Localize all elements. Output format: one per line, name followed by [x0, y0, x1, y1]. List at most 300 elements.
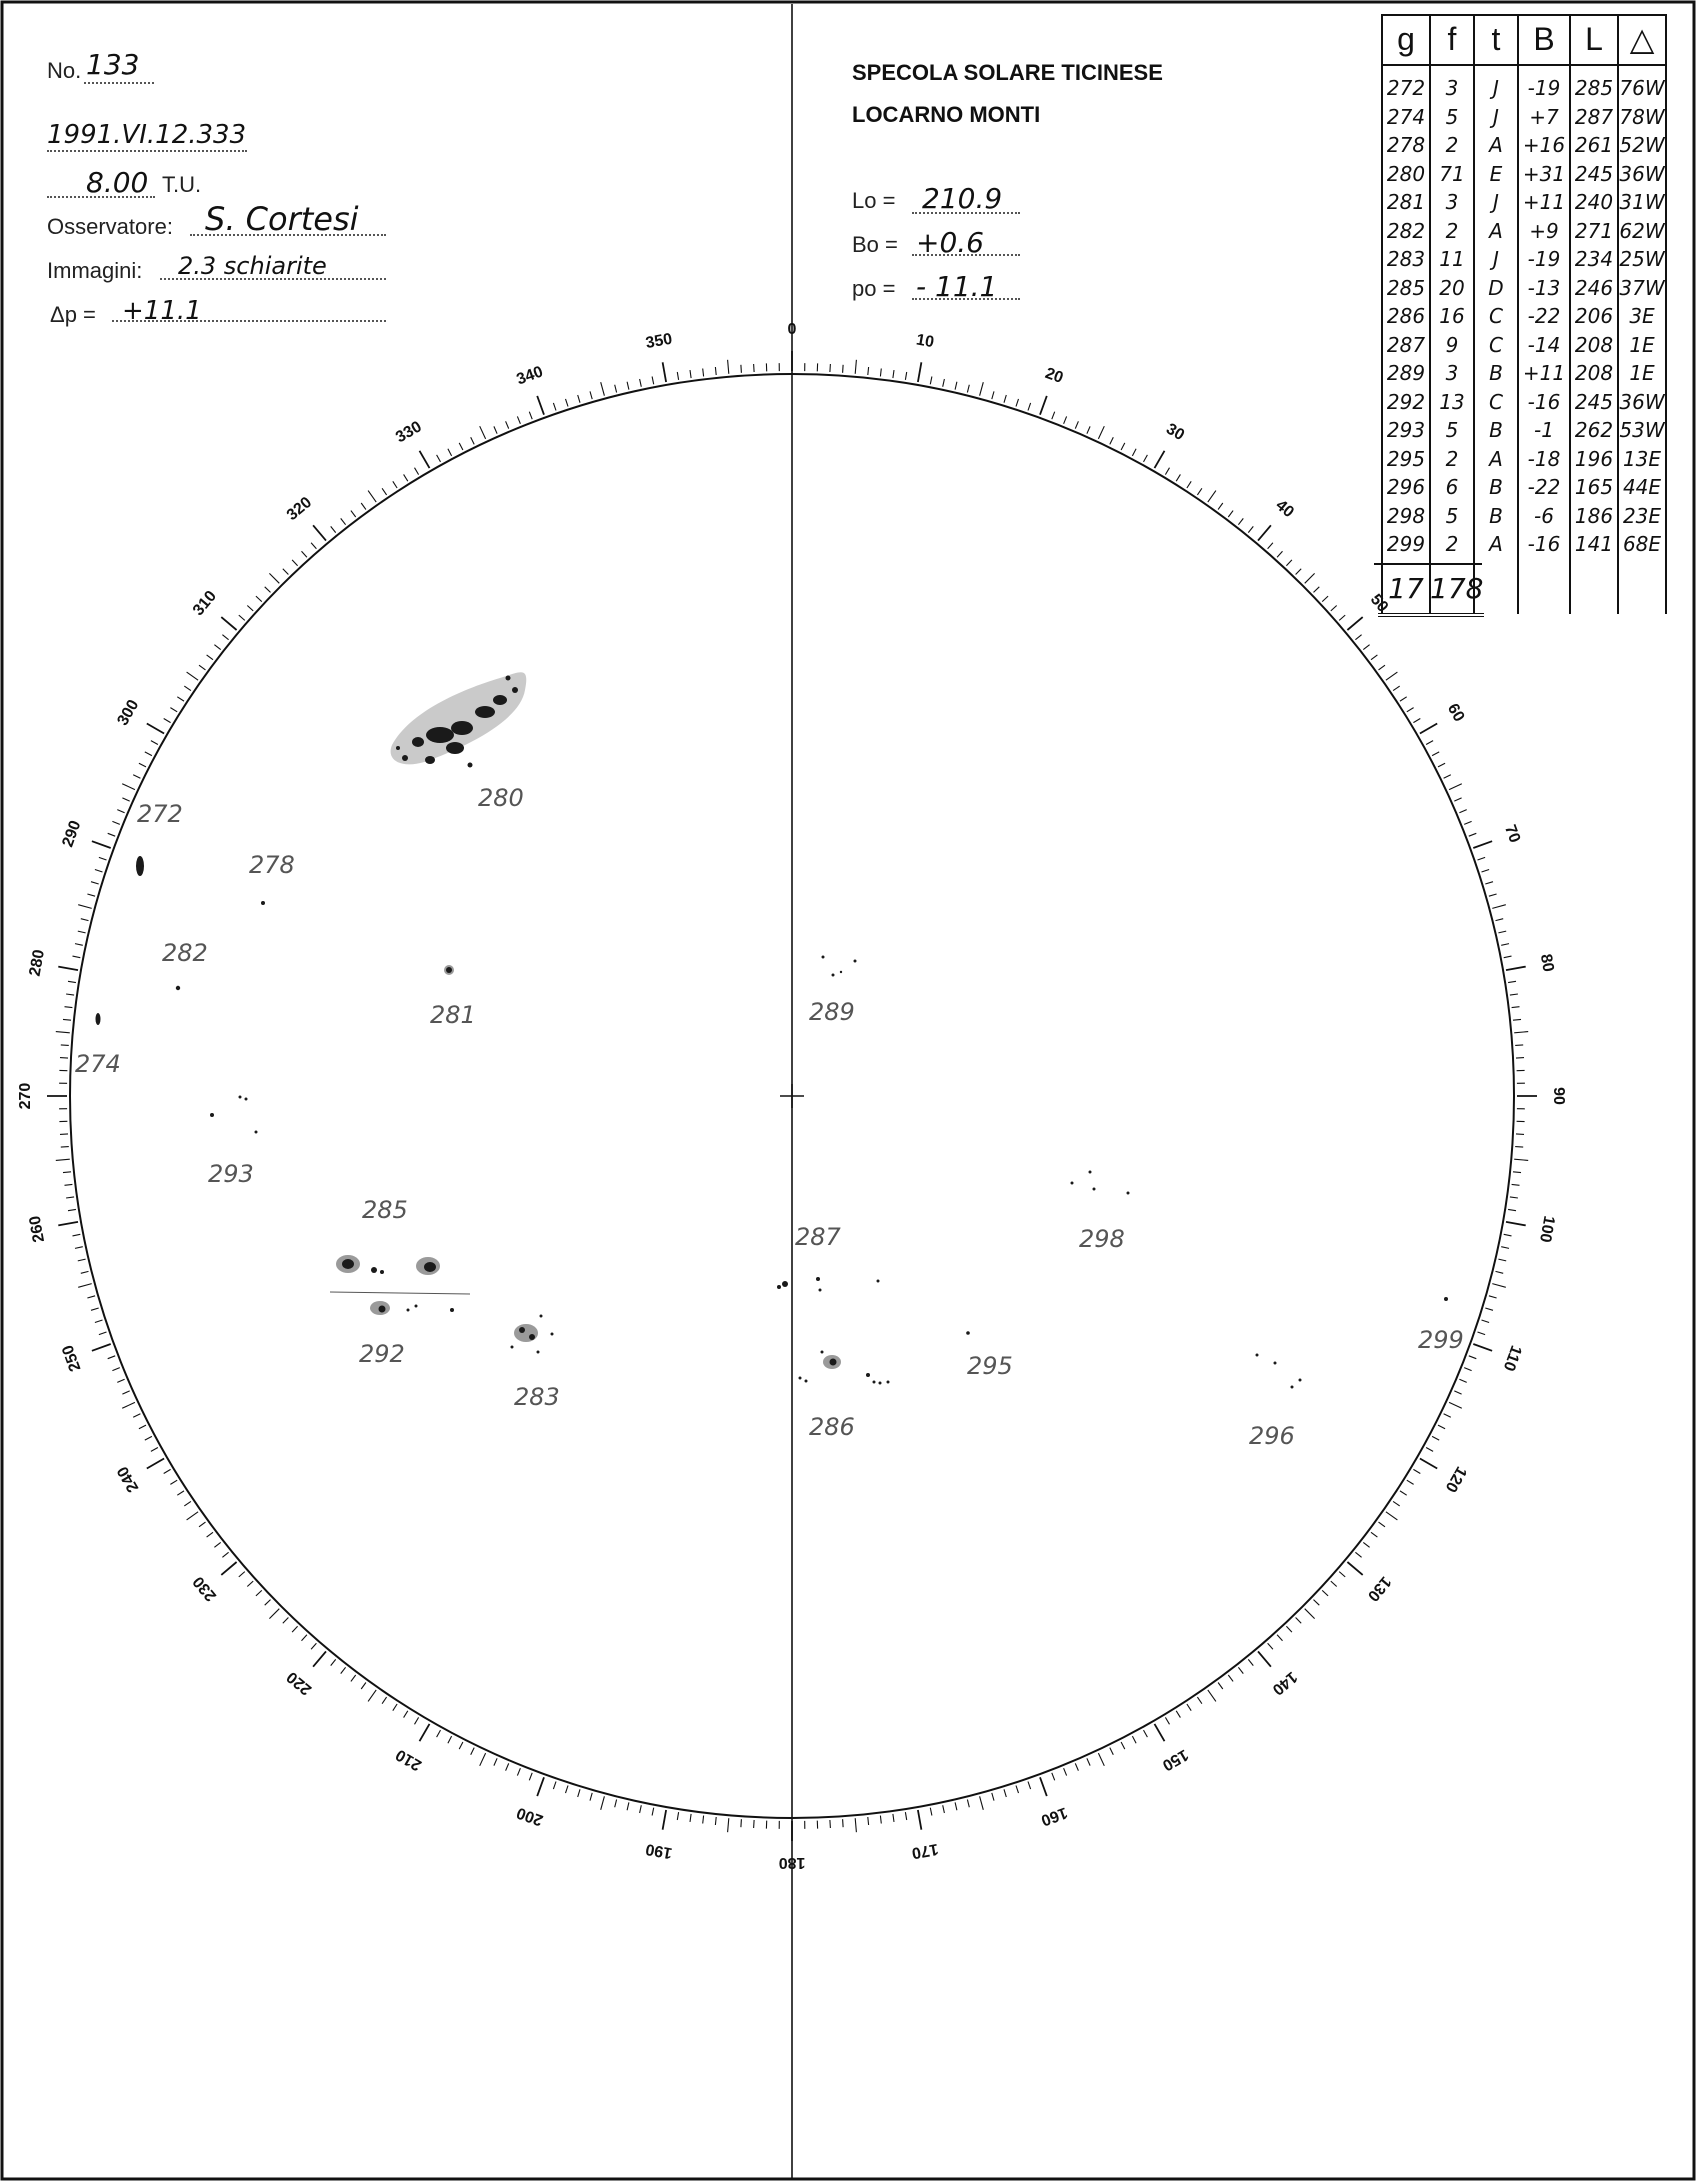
scale-tick	[1268, 543, 1273, 549]
group-label-281: 281	[430, 1001, 476, 1029]
scale-tick	[1444, 775, 1451, 779]
images-value: 2.3 schiarite	[178, 252, 327, 280]
table-cell: 298	[1386, 503, 1426, 528]
scale-tick	[855, 1818, 856, 1832]
group-label-289: 289	[809, 998, 855, 1026]
scale-tick	[830, 364, 831, 372]
scale-tick	[1386, 672, 1398, 680]
group-label-292: 292	[359, 1340, 405, 1368]
scale-tick	[292, 560, 298, 566]
scale-tick	[703, 369, 704, 377]
scale-tick	[56, 1032, 70, 1033]
table-header-rule	[1381, 64, 1667, 66]
scale-tick	[1363, 645, 1369, 650]
observer-value: S. Cortesi	[205, 200, 359, 238]
sunspot-group-289-drawing	[822, 956, 857, 977]
table-cell: 37W	[1619, 275, 1665, 300]
scale-label: 290	[59, 818, 85, 850]
scale-tick	[754, 1820, 755, 1828]
scale-tick	[331, 1659, 336, 1665]
table-cell: 11	[1439, 247, 1465, 271]
scale-label: 30	[1163, 420, 1188, 445]
sunspot-group-278-drawing	[261, 901, 265, 905]
scale-tick	[1322, 596, 1328, 602]
scale-tick	[1087, 1758, 1090, 1765]
group-label-286: 286	[809, 1413, 855, 1441]
time-value: 8.00	[86, 166, 149, 199]
time-underline	[47, 196, 155, 198]
table-cell: A	[1489, 133, 1503, 157]
group-label-287: 287	[795, 1223, 841, 1251]
scale-tick	[677, 1812, 678, 1820]
scale-tick	[893, 370, 894, 378]
scale-tick	[1498, 1259, 1506, 1261]
scale-tick	[1347, 1562, 1362, 1575]
table-cell: +7	[1529, 104, 1559, 129]
table-cell: 271	[1574, 218, 1614, 243]
scale-tick	[139, 763, 146, 767]
scale-tick	[480, 426, 486, 439]
group-label-296: 296	[1249, 1422, 1295, 1450]
table-cell: 13	[1439, 389, 1465, 414]
scale-tick	[905, 372, 906, 380]
scale-tick	[91, 882, 99, 884]
scale-label: 180	[778, 1853, 806, 1871]
scale-tick	[1052, 412, 1055, 420]
scale-tick	[151, 1448, 158, 1452]
scale-tick	[1155, 451, 1165, 468]
scale-tick	[1144, 455, 1148, 462]
scale-tick	[1363, 1542, 1369, 1547]
sunspot-group-272-drawing	[136, 856, 144, 876]
scale-tick	[382, 1697, 387, 1704]
scale-tick	[1498, 931, 1506, 933]
scale-tick	[1075, 1763, 1078, 1770]
scale-tick	[1028, 1782, 1031, 1790]
scale-tick	[459, 443, 463, 450]
scale-tick	[1496, 1271, 1504, 1273]
scale-tick	[1064, 416, 1067, 423]
table-cell: 287	[1574, 104, 1614, 129]
table-cell: 36W	[1619, 389, 1665, 414]
table-header-cell: B	[1533, 21, 1555, 57]
table-cell: -19	[1527, 247, 1561, 271]
scale-tick	[1098, 1753, 1104, 1766]
scale-label: 0	[787, 321, 797, 339]
scale-label: 110	[1499, 1343, 1525, 1374]
table-cell: 299	[1386, 532, 1426, 556]
table-total-cell: 17	[1388, 571, 1424, 605]
table-cell: 62W	[1619, 218, 1665, 243]
scale-tick	[1176, 474, 1180, 481]
scale-tick	[880, 369, 881, 377]
scale-tick	[1413, 719, 1420, 723]
table-cell: 286	[1386, 304, 1426, 328]
table-cell: 76W	[1619, 76, 1665, 100]
scale-tick	[81, 919, 89, 921]
scale-tick	[943, 1805, 945, 1813]
scale-tick	[177, 1491, 184, 1495]
scale-label: 260	[26, 1214, 49, 1244]
table-cell: 23E	[1622, 503, 1662, 528]
scale-tick	[1492, 1284, 1506, 1288]
scale-tick	[437, 455, 441, 462]
scale-tick	[207, 655, 213, 660]
scale-tick	[68, 1209, 76, 1210]
table-cell: 261	[1574, 133, 1614, 157]
scale-tick	[404, 1711, 408, 1718]
table-cell: J	[1493, 247, 1499, 271]
scale-tick	[1064, 1768, 1067, 1775]
scale-tick	[754, 364, 755, 372]
table-header-cell: L	[1585, 21, 1603, 57]
scale-tick	[1432, 1436, 1439, 1440]
scale-tick	[1393, 686, 1400, 691]
scale-tick	[112, 821, 119, 824]
scale-tick	[368, 1690, 376, 1702]
scale-tick	[1504, 1234, 1512, 1236]
scale-tick	[1286, 1626, 1292, 1632]
scale-tick	[1459, 810, 1466, 813]
scale-tick	[1098, 426, 1104, 439]
scale-tick	[222, 635, 228, 640]
scale-tick	[1514, 1032, 1528, 1033]
scale-tick	[690, 1814, 691, 1822]
scale-tick	[1506, 967, 1526, 971]
scale-label: 270	[17, 1082, 35, 1110]
scale-tick	[269, 573, 279, 583]
table-cell: 3E	[1629, 304, 1655, 328]
scale-label: 10	[914, 331, 936, 352]
scale-tick	[112, 1368, 119, 1371]
sunspot-group-274-drawing	[96, 1013, 101, 1025]
scale-tick	[930, 377, 932, 385]
scale-label: 90	[1549, 1087, 1567, 1105]
table-header-cell: f	[1447, 21, 1457, 57]
scale-tick	[1228, 511, 1233, 517]
table-cell: 71	[1439, 161, 1465, 186]
scale-tick	[1144, 1730, 1148, 1737]
scale-tick	[1016, 1786, 1019, 1794]
table-cell: +9	[1529, 218, 1559, 243]
scale-tick	[78, 1259, 86, 1261]
scale-tick	[1322, 1590, 1328, 1596]
observer-label: Osservatore:	[47, 214, 173, 239]
table-cell: 1E	[1629, 361, 1655, 385]
scale-tick	[147, 1459, 164, 1469]
table-cell: -13	[1527, 275, 1561, 300]
scale-label: 40	[1272, 496, 1297, 522]
scale-tick	[73, 1234, 81, 1236]
table-cell: 245	[1574, 389, 1614, 414]
scale-tick	[1355, 1552, 1361, 1557]
scale-tick	[652, 377, 654, 385]
scale-label: 150	[1159, 1745, 1191, 1774]
scale-tick	[1331, 606, 1337, 611]
scale-tick	[1393, 1501, 1400, 1506]
scale-tick	[56, 1159, 70, 1160]
scale-tick	[1132, 1736, 1136, 1743]
group-label-283: 283	[514, 1383, 560, 1411]
scale-tick	[170, 708, 177, 712]
scale-tick	[967, 385, 969, 393]
scale-tick	[1512, 1184, 1520, 1185]
scale-tick	[139, 1425, 146, 1429]
table-cell: C	[1489, 332, 1503, 357]
scale-tick	[955, 382, 957, 390]
scale-tick	[1489, 894, 1497, 896]
number-value: 133	[86, 48, 140, 81]
table-cell: 292	[1386, 389, 1426, 414]
table-cell: 281	[1386, 190, 1426, 214]
table-cell: 283	[1386, 247, 1426, 271]
table-cell: 208	[1574, 361, 1614, 385]
table-cell: 16	[1439, 304, 1465, 328]
table-cell: 262	[1574, 418, 1614, 442]
observatory-name: SPECOLA SOLARE TICINESE	[852, 60, 1163, 85]
table-cell: -19	[1527, 76, 1561, 100]
date-value: 1991.VI.12.333	[47, 120, 247, 150]
table-cell: C	[1489, 389, 1503, 414]
scale-tick	[78, 905, 92, 909]
scale-tick	[313, 525, 326, 540]
scale-tick	[247, 1581, 253, 1586]
scale-tick	[1508, 981, 1516, 982]
scale-tick	[1286, 560, 1292, 566]
scale-tick	[292, 1626, 298, 1632]
table-cell: 68E	[1622, 532, 1662, 556]
table-cell: 3	[1445, 190, 1459, 214]
scale-tick	[1238, 1667, 1243, 1673]
scale-label: 220	[283, 1667, 316, 1699]
table-cell: 5	[1445, 104, 1459, 129]
scale-tick	[578, 1789, 580, 1797]
scale-tick	[99, 1332, 107, 1335]
scale-tick	[1492, 905, 1506, 909]
scale-tick	[459, 1742, 463, 1749]
scale-tick	[1508, 1209, 1516, 1210]
scale-tick	[1512, 1007, 1520, 1008]
scale-tick	[133, 1414, 140, 1418]
scale-tick	[1197, 1697, 1202, 1704]
scale-tick	[311, 1643, 316, 1649]
delta-p-label: Δp =	[50, 302, 96, 327]
scale-tick	[184, 686, 191, 691]
table-cell: 206	[1574, 304, 1614, 328]
table-cell: 6	[1445, 475, 1459, 499]
table-cell: A	[1489, 532, 1503, 556]
scale-tick	[1248, 526, 1253, 532]
group-label-295: 295	[967, 1352, 1013, 1380]
group-label-299: 299	[1418, 1326, 1464, 1354]
scale-tick	[437, 1730, 441, 1737]
scale-tick	[1496, 919, 1504, 921]
scale-tick	[99, 857, 107, 860]
scale-tick	[843, 1819, 844, 1827]
table-cell: J	[1493, 104, 1499, 129]
scale-tick	[1208, 491, 1216, 503]
table-cell: 25W	[1619, 247, 1665, 271]
scale-tick	[930, 1808, 932, 1816]
scale-tick	[980, 382, 984, 396]
scale-tick	[1449, 784, 1462, 790]
scale-tick	[1513, 1172, 1521, 1173]
l0-label: Lo =	[852, 188, 896, 213]
scale-tick	[506, 1763, 509, 1770]
scale-tick	[1277, 551, 1282, 557]
scale-label: 230	[189, 1572, 221, 1605]
scale-tick	[1314, 587, 1320, 593]
scale-tick	[393, 1704, 397, 1711]
scale-tick	[1449, 1402, 1462, 1408]
scale-tick	[1515, 1147, 1523, 1148]
scale-tick	[1355, 635, 1361, 640]
scale-tick	[133, 775, 140, 779]
scale-tick	[1464, 821, 1471, 824]
scale-tick	[1268, 1643, 1273, 1649]
number-label: No.	[47, 58, 82, 83]
sunspot-group-281-drawing	[444, 965, 454, 975]
scale-tick	[1473, 841, 1492, 848]
scale-tick	[1258, 525, 1271, 540]
scale-tick	[92, 841, 111, 848]
scale-tick	[361, 1683, 366, 1690]
scale-tick	[351, 1675, 356, 1681]
table-cell: 282	[1386, 218, 1426, 243]
scale-tick	[1165, 1717, 1169, 1724]
scale-tick	[265, 1600, 271, 1606]
scale-tick	[1296, 1618, 1302, 1624]
scale-tick	[1075, 421, 1078, 428]
scale-tick	[715, 367, 716, 375]
scale-tick	[78, 1284, 92, 1288]
scale-tick	[382, 488, 387, 495]
table-cell: 5	[1445, 503, 1459, 528]
group-label-293: 293	[208, 1160, 254, 1188]
table-totals-underline	[1378, 613, 1484, 617]
scale-tick	[1516, 1058, 1524, 1059]
scale-label: 190	[644, 1839, 674, 1862]
scale-tick	[1482, 1320, 1490, 1323]
scale-tick	[164, 1469, 171, 1473]
scale-tick	[1218, 1683, 1223, 1690]
scale-tick	[1208, 1690, 1216, 1702]
scale-tick	[690, 370, 691, 378]
b0-label: Bo =	[852, 232, 898, 257]
scale-tick	[61, 1045, 69, 1046]
scale-label: 70	[1501, 822, 1524, 846]
scale-tick	[207, 1532, 213, 1537]
scale-tick	[1426, 741, 1433, 745]
delta-p-underline	[112, 320, 386, 322]
scale-tick	[256, 596, 262, 602]
scale-tick	[1331, 1581, 1337, 1586]
scale-tick	[151, 741, 158, 745]
scale-tick	[58, 967, 78, 971]
scale-tick	[553, 403, 556, 411]
scale-tick	[1110, 1748, 1114, 1755]
table-cell: J	[1493, 76, 1499, 100]
l0-value: 210.9	[922, 182, 1003, 215]
scale-label: 340	[514, 363, 546, 389]
table-cell: +11	[1522, 361, 1566, 385]
table-cell: J	[1493, 190, 1499, 214]
scale-tick	[68, 981, 76, 982]
scale-tick	[239, 615, 245, 620]
scale-tick	[1305, 573, 1315, 583]
p0-label: po =	[852, 276, 896, 301]
scale-tick	[283, 1618, 289, 1624]
scale-tick	[663, 362, 667, 382]
table-cell: C	[1489, 304, 1503, 328]
scale-tick	[1238, 518, 1243, 524]
scale-tick	[663, 1810, 667, 1830]
scale-tick	[1464, 1368, 1471, 1371]
scale-tick	[967, 1800, 969, 1808]
scale-tick	[1514, 1159, 1528, 1160]
table-cell: 31W	[1619, 190, 1665, 214]
table-cell: +16	[1522, 133, 1566, 157]
scale-tick	[78, 931, 86, 933]
scale-tick	[1277, 1635, 1282, 1641]
table-cell: A	[1489, 218, 1503, 243]
scale-tick	[65, 1184, 73, 1185]
scale-tick	[368, 491, 376, 503]
scale-tick	[313, 1651, 326, 1666]
scale-tick	[918, 1810, 922, 1830]
scale-tick	[529, 412, 532, 420]
scale-tick	[331, 526, 336, 532]
scale-tick	[1347, 617, 1362, 630]
table-cell: 2	[1445, 532, 1459, 556]
scale-tick	[1482, 870, 1490, 873]
table-cell: 245	[1574, 161, 1614, 186]
scale-tick	[1459, 1379, 1466, 1382]
table-cell: 234	[1574, 247, 1614, 271]
group-label-280: 280	[478, 784, 524, 812]
scale-label: 200	[514, 1803, 546, 1829]
scale-tick	[652, 1808, 654, 1816]
scale-tick	[117, 1379, 124, 1382]
table-cell: +11	[1522, 190, 1566, 214]
p0-value: - 11.1	[916, 270, 998, 303]
scale-tick	[420, 451, 430, 468]
scale-tick	[1386, 1512, 1398, 1520]
scale-label: 350	[644, 330, 674, 353]
table-cell: 296	[1386, 475, 1426, 499]
scale-tick	[640, 1805, 642, 1813]
scale-tick	[1371, 1532, 1377, 1537]
scale-tick	[221, 1562, 236, 1575]
scale-tick	[448, 1736, 452, 1743]
scale-tick	[1248, 1659, 1253, 1665]
table-cell: 44E	[1622, 475, 1662, 499]
scale-tick	[256, 1590, 262, 1596]
table-cell: 2	[1445, 133, 1459, 157]
scale-tick	[893, 1814, 894, 1822]
table-cell: 36W	[1619, 161, 1665, 186]
scale-tick	[855, 360, 856, 374]
group-label-282: 282	[162, 939, 208, 967]
scale-tick	[1420, 724, 1437, 734]
b0-underline	[912, 254, 1020, 256]
scale-tick	[108, 1356, 116, 1359]
scale-tick	[677, 372, 678, 380]
table-cell: 274	[1386, 104, 1426, 129]
scale-label: 100	[1535, 1214, 1558, 1244]
scale-tick	[741, 365, 742, 373]
delta-p-value: +11.1	[122, 296, 202, 326]
